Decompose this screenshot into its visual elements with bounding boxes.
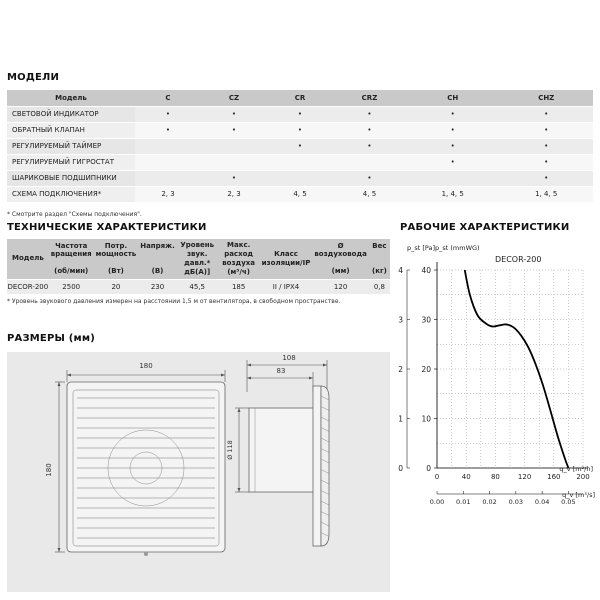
models-cell: • <box>333 170 406 186</box>
x-tick-label-m3s: 0.00 <box>429 498 445 506</box>
tech-header-line: дБ(А)] <box>184 267 211 276</box>
tech-header-line: (Вт) <box>108 267 124 276</box>
tech-header-line: вращения <box>50 250 92 259</box>
models-cell: 4, 5 <box>267 186 333 202</box>
height-label: 180 <box>45 463 53 477</box>
tech-header-line <box>371 259 388 267</box>
fan-side-view <box>249 386 329 546</box>
models-cell: • <box>499 106 593 122</box>
models-cell: • <box>267 122 333 138</box>
x-tick-label-m3h: 200 <box>576 473 590 481</box>
tech-header-line: Вес <box>372 242 387 250</box>
models-header-label: Модель <box>7 90 135 106</box>
tech-cell: 2500 <box>49 279 94 294</box>
models-cell: • <box>267 138 333 154</box>
tech-header-line: Потр. <box>104 241 128 250</box>
tech-cell: II / IPX4 <box>260 279 313 294</box>
tech-cell: 120 <box>312 279 368 294</box>
tech-header-line: Макс. <box>227 241 251 250</box>
x-tick-label-m3h: 0 <box>434 473 440 481</box>
tech-header-cell <box>49 239 94 279</box>
models-cell: 1, 4, 5 <box>499 186 593 202</box>
y-tick-label-pa: 10 <box>421 414 431 424</box>
tech-header-line <box>314 259 366 267</box>
tech-header-line: звук. <box>186 250 208 258</box>
tech-header-line: воздуха <box>222 258 256 267</box>
tech-header-line: мощность <box>95 250 137 259</box>
models-cell: 2, 3 <box>201 186 267 202</box>
tech-header-line <box>140 259 175 267</box>
y-tick-label-pa: 40 <box>421 266 431 275</box>
fan-front-view <box>67 382 225 556</box>
tech-header-cell <box>369 239 390 279</box>
tech-header-line: (кг) <box>372 266 387 275</box>
models-cell: • <box>406 138 500 154</box>
models-col-crz: CRZ <box>333 90 406 106</box>
models-col-c: C <box>135 90 201 106</box>
performance-chart <box>395 232 600 522</box>
x-axis-title-m3s: q_v [m³/s] <box>562 491 595 499</box>
tech-cell: 230 <box>138 279 177 294</box>
tech-header-row <box>7 239 390 279</box>
dims-section-title: РАЗМЕРЫ (мм) <box>7 333 96 344</box>
dimensions-drawing <box>7 352 390 592</box>
models-row <box>7 138 593 154</box>
tech-header-line: воздуховода <box>314 250 367 259</box>
models-cell <box>135 154 201 170</box>
models-cell: • <box>333 122 406 138</box>
models-cell: • <box>201 122 267 138</box>
x-axis-title-m3h: q_v [m³/h] <box>559 465 593 473</box>
y-tick-label-pa: 30 <box>421 315 431 325</box>
y-tick-label-mmwg: 3 <box>398 315 403 325</box>
tech-data-row <box>7 279 390 294</box>
models-col-ch: CH <box>406 90 500 106</box>
tech-table <box>7 239 390 294</box>
tech-header-cell <box>7 239 49 279</box>
models-cell <box>135 170 201 186</box>
models-cell: • <box>267 106 333 122</box>
tech-header-line: (мм) <box>331 267 350 276</box>
x-tick-label-m3s: 0.03 <box>508 498 524 506</box>
models-col-cz: CZ <box>201 90 267 106</box>
y-tick-label-mmwg: 1 <box>398 414 403 424</box>
x-tick-label-m3h: 120 <box>517 473 532 481</box>
x-tick-label-m3h: 80 <box>490 473 500 481</box>
models-cell <box>406 170 500 186</box>
tech-header-cell <box>138 239 177 279</box>
models-cell: • <box>406 154 500 170</box>
models-row <box>7 122 593 138</box>
depth-total-label: 108 <box>282 354 296 362</box>
models-cell: • <box>135 122 201 138</box>
models-col-cr: CR <box>267 90 333 106</box>
tech-header-line: изоляции/IP <box>261 258 311 267</box>
models-cell: • <box>201 170 267 186</box>
width-label: 180 <box>139 362 153 370</box>
x-tick-label-m3s: 0.05 <box>561 498 576 506</box>
models-row <box>7 186 593 202</box>
chart-title: DECOR-200 <box>495 255 542 264</box>
models-cell <box>267 170 333 186</box>
models-row <box>7 106 593 122</box>
tech-cell: DECOR-200 <box>7 279 49 294</box>
models-section-title: МОДЕЛИ <box>7 72 60 83</box>
tech-header-line: (об/мин) <box>54 267 89 276</box>
tech-header-cell <box>312 239 368 279</box>
models-col-chz: CHZ <box>499 90 593 106</box>
x-tick-label-m3s: 0.04 <box>534 498 550 506</box>
tech-header-line: Класс <box>274 250 298 258</box>
models-cell: • <box>333 138 406 154</box>
duct-diameter-label: Ø 118 <box>226 440 234 460</box>
tech-cell: 0,8 <box>369 279 390 294</box>
tech-header-line: Уровень <box>180 241 215 250</box>
models-cell: • <box>499 138 593 154</box>
tech-header-line: Модель <box>12 254 44 263</box>
x-tick-label-m3s: 0.02 <box>482 498 497 506</box>
x-tick-label-m3h: 160 <box>547 473 561 481</box>
models-cell: • <box>499 122 593 138</box>
tech-cell: 45,5 <box>177 279 218 294</box>
tech-header-line: Частота <box>55 241 88 250</box>
models-cell <box>135 138 201 154</box>
models-row-label: СВЕТОВОЙ ИНДИКАТОР <box>7 106 135 122</box>
models-row <box>7 154 593 170</box>
models-row <box>7 170 593 186</box>
tech-header-cell <box>260 239 313 279</box>
dimensions-panel <box>7 352 390 592</box>
models-cell: • <box>499 170 593 186</box>
models-cell <box>333 154 406 170</box>
y-axis-title-mmwg: p_st (mmWG) <box>435 244 480 252</box>
y-tick-label-pa: 0 <box>426 464 431 473</box>
models-cell: 2, 3 <box>135 186 201 202</box>
models-cell: 4, 5 <box>333 186 406 202</box>
tech-header-line <box>96 259 137 267</box>
tech-header-line: расход <box>224 250 254 258</box>
tech-header-cell <box>218 239 260 279</box>
y-tick-label-mmwg: 2 <box>398 365 403 374</box>
tech-header-line: давл.* <box>184 258 211 267</box>
y-tick-label-pa: 20 <box>421 365 431 374</box>
tech-header-line <box>140 251 175 259</box>
models-cell: 1, 4, 5 <box>406 186 500 202</box>
models-row-label: ОБРАТНЫЙ КЛАПАН <box>7 122 135 138</box>
perf-section-title: РАБОЧИЕ ХАРАКТЕРИСТИКИ <box>400 222 570 233</box>
depth-body-label: 83 <box>276 367 286 375</box>
tech-header-cell <box>94 239 139 279</box>
models-cell <box>267 154 333 170</box>
tech-header-line: (м³/ч) <box>227 267 250 276</box>
models-cell: • <box>333 106 406 122</box>
models-row-label: РЕГУЛИРУЕМЫЙ ГИГРОСТАТ <box>7 154 135 170</box>
tech-header-line: (В) <box>151 266 164 275</box>
models-note: * Смотрите раздел "Схемы подключения". <box>7 211 142 218</box>
models-row-label: РЕГУЛИРУЕМЫЙ ТАЙМЕР <box>7 138 135 154</box>
y-axis-title-pa: p_st [Pa] <box>407 244 436 252</box>
tech-section-title: ТЕХНИЧЕСКИЕ ХАРАКТЕРИСТИКИ <box>7 222 207 233</box>
tech-cell: 20 <box>94 279 139 294</box>
models-cell: • <box>499 154 593 170</box>
tech-cell: 185 <box>218 279 260 294</box>
models-table <box>7 90 593 203</box>
models-header-row <box>7 90 593 106</box>
x-tick-label-m3s: 0.01 <box>456 498 471 506</box>
models-cell: • <box>406 122 500 138</box>
tech-header-line: Ø <box>337 241 344 250</box>
models-row-label: ШАРИКОВЫЕ ПОДШИПНИКИ <box>7 170 135 186</box>
tech-header-line: Напряж. <box>140 242 175 250</box>
x-tick-label-m3h: 40 <box>461 473 471 481</box>
tech-header-cell <box>177 239 218 279</box>
models-row-label: СХЕМА ПОДКЛЮЧЕНИЯ* <box>7 186 135 202</box>
models-cell: • <box>135 106 201 122</box>
models-cell <box>201 138 267 154</box>
models-cell: • <box>406 106 500 122</box>
tech-header-line <box>371 251 388 259</box>
y-tick-label-mmwg: 4 <box>398 266 403 275</box>
tech-header-line <box>51 259 92 267</box>
models-cell <box>201 154 267 170</box>
tech-note: * Уровень звукового давления измерен на расстоянии 1,5 м от вентилятора, в свободном пространстве. <box>7 298 341 305</box>
y-tick-label-mmwg: 0 <box>398 464 403 473</box>
models-cell: • <box>201 106 267 122</box>
